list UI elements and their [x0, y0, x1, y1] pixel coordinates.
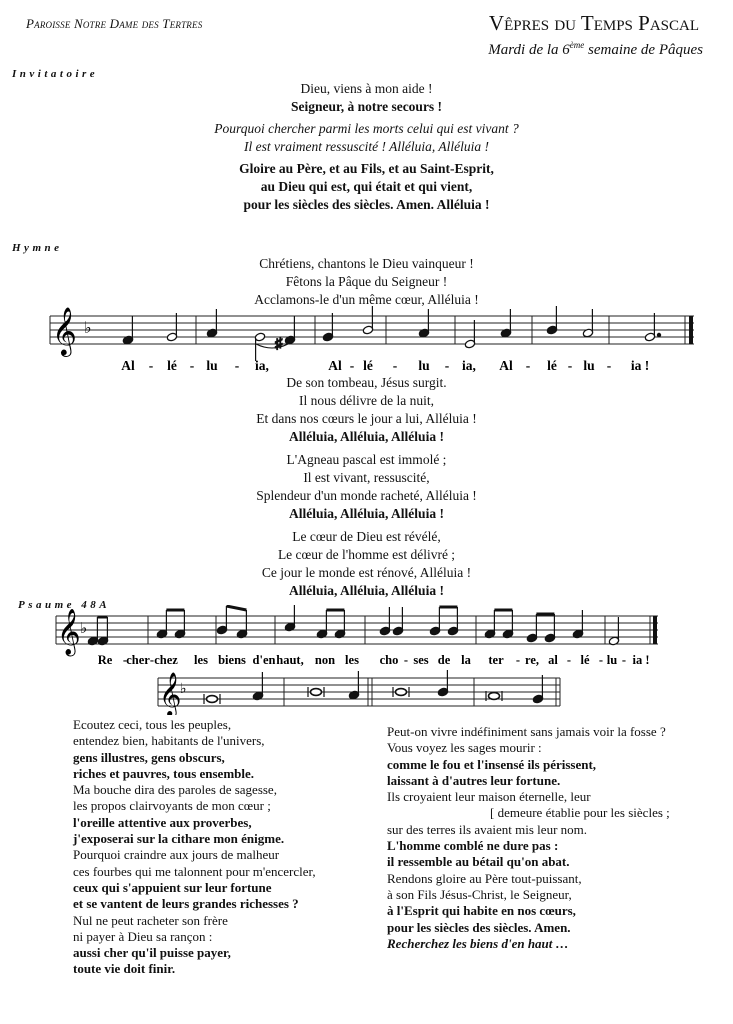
lyric-syllable: -: [515, 653, 521, 667]
page-subtitle: [488, 40, 703, 59]
lyric-syllable: al: [548, 653, 558, 667]
breve-note: [396, 689, 407, 696]
psalm-verse: à son Fils Jésus-Christ, le Seigneur,: [387, 886, 572, 902]
section-psaume: Psaume 48A: [18, 599, 111, 611]
lyric-syllable: -: [149, 653, 155, 667]
beam: [226, 606, 246, 610]
lyric-syllable: lé: [167, 358, 177, 373]
lyric-syllable: -: [444, 358, 450, 373]
lyric-syllable: ia,: [255, 358, 269, 373]
lyric-syllable: -: [566, 653, 572, 667]
hymne-line: Le cœur de Dieu est révélé,: [292, 529, 441, 544]
psalm-verse: [ demeure établie pour les siècles ;: [490, 805, 670, 821]
page-title: Vêpres du Temps Pascal: [488, 11, 699, 35]
inv-line: Seigneur, à notre secours !: [290, 99, 443, 114]
psalm-right-column: [387, 724, 670, 952]
lyric-syllable: ses: [413, 653, 429, 667]
psalm-left-column: [73, 717, 316, 978]
lyric-syllable: lu: [206, 358, 218, 373]
invitatoire-text: [0, 80, 733, 214]
lyric-syllable: -: [392, 358, 398, 373]
lyric-syllable: cher: [126, 653, 150, 667]
treble-clef-icon: 𝄞: [52, 309, 77, 355]
hymne-line: Et dans nos cœurs le jour a lui, Alléluia !: [256, 411, 477, 426]
antienne-staff: [0, 605, 733, 671]
hymne-line: Acclamons-le d'un même cœur, Alléluia !: [254, 292, 479, 307]
hymne-line: Il nous délivre de la nuit,: [299, 393, 434, 408]
hymne-staff: [0, 300, 733, 375]
lyric-syllable: -: [598, 653, 604, 667]
lyric-syllable: ia !: [630, 358, 650, 373]
hymne-line: Chrétiens, chantons le Dieu vainqueur !: [259, 256, 474, 271]
lyric-syllable: de: [437, 653, 451, 667]
lyric-syllable: haut,: [276, 653, 304, 667]
lyric-syllable: lé: [580, 653, 590, 667]
psalm-verse: ceux qui s'appuient sur leur fortune: [73, 879, 272, 895]
dot: [657, 333, 660, 336]
psalm-verse: à l'Esprit qui habite en nos cœurs,: [387, 903, 576, 919]
breve-note: [489, 693, 500, 700]
treble-clef-icon: 𝄞: [57, 609, 81, 654]
sharp-icon: ♯: [275, 336, 283, 352]
lyric-syllable: -: [403, 653, 409, 667]
hymne-stanza-1: [0, 374, 733, 446]
lyric-syllable: -: [567, 358, 573, 373]
psalm-verse: ni payer à Dieu sa rançon :: [73, 928, 213, 944]
inv-line: Il est vraiment ressuscité ! Alléluia, Alléluia !: [244, 139, 489, 154]
lyric-syllable: -: [621, 653, 627, 667]
psalm-verse: Recherchez les biens d'en haut …: [387, 935, 569, 951]
inv-line: Dieu, viens à mon aide !: [300, 81, 433, 96]
hymne-line: Le cœur de l'homme est délivré ;: [277, 547, 456, 562]
psalm-verse: aussi cher qu'il puisse payer,: [73, 945, 231, 961]
lyric-syllable: cho: [379, 653, 399, 667]
lyric-syllable: ia !: [632, 653, 650, 667]
lyric-syllable: lu: [606, 653, 618, 667]
hymne-line: Ce jour le monde est rénové, Alléluia !: [261, 565, 472, 580]
lyric-syllable: lé: [363, 358, 373, 373]
psalm-verse: Vous voyez les sages mourir :: [387, 740, 542, 756]
hymne-line: L'Agneau pascal est immolé ;: [286, 452, 447, 467]
lyric-syllable: -: [525, 358, 531, 373]
psalm-verse: Ma bouche dira des paroles de sagesse,: [73, 782, 277, 798]
psalm-verse: gens illustres, gens obscurs,: [73, 749, 225, 765]
psalm-verse: les propos clairvoyants de mon cœur ;: [73, 798, 271, 814]
inv-line: pour les siècles des siècles. Amen. Alléluia !: [243, 197, 490, 212]
hymne-line: De son tombeau, Jésus surgit.: [286, 375, 447, 390]
section-invitatoire: Invitatoire: [12, 68, 99, 80]
slur: [256, 344, 288, 348]
lyric-syllable: lu: [583, 358, 595, 373]
lyric-syllable: -: [122, 653, 128, 667]
hymne-stanza-3: [0, 528, 733, 600]
treble-clef-icon: 𝄞: [159, 674, 182, 715]
lyric-syllable: -: [189, 358, 195, 373]
psalm-verse: Pourquoi craindre aux jours de malheur: [73, 847, 280, 863]
inv-line: Gloire au Père, et au Fils, et au Saint-Esprit,: [239, 161, 494, 176]
psalm-verse: l'oreille attentive aux proverbes,: [73, 814, 252, 830]
lyric-syllable: -: [349, 358, 355, 373]
lyric-syllable: lu: [418, 358, 430, 373]
breve-note: [311, 689, 322, 696]
psalm-verse: Ils croyaient leur maison éternelle, leur: [387, 789, 591, 805]
lyric-syllable: lé: [547, 358, 557, 373]
hymne-stanza-2: [0, 451, 733, 523]
lyric-syllable: -: [606, 358, 612, 373]
subtitle-pre: Mardi de la 6: [488, 42, 570, 58]
inv-line: Pourquoi chercher parmi les morts celui qui est vivant ?: [214, 121, 519, 136]
hymne-line: Fêtons la Pâque du Seigneur !: [285, 274, 448, 289]
hymne-refrain: Alléluia, Alléluia, Alléluia !: [289, 583, 444, 598]
lyric-syllable: les: [194, 653, 208, 667]
hymne-line: Il est vivant, ressuscité,: [303, 470, 430, 485]
lyric-syllable: non: [314, 653, 336, 667]
lyric-syllable: -: [148, 358, 154, 373]
psalm-verse: pour les siècles des siècles. Amen.: [387, 919, 571, 935]
hymne-refrain: Alléluia, Alléluia, Alléluia !: [289, 429, 444, 444]
lyric-syllable: la: [461, 653, 471, 667]
psalm-verse: Rendons gloire au Père tout-puissant,: [387, 870, 582, 886]
lyric-syllable: Al: [328, 358, 342, 373]
breve-note: [207, 696, 218, 703]
flat-icon: ♭: [180, 682, 187, 697]
psalm-verse: Peut-on vivre indéfiniment sans jamais voir la fosse ?: [387, 724, 666, 739]
hymne-line: Splendeur d'un monde racheté, Alléluia !: [256, 488, 477, 503]
psalm-verse: j'exposerai sur la cithare mon énigme.: [73, 831, 285, 847]
psalm-verse: Nul ne peut racheter son frère: [73, 912, 228, 928]
lyric-syllable: d'en: [252, 653, 276, 667]
lyric-syllable: les: [345, 653, 359, 667]
hymne-refrain: Alléluia, Alléluia, Alléluia !: [289, 506, 444, 521]
psalm-verse: comme le fou et l'insensé ils périssent,: [387, 756, 597, 772]
lyric-syllable: Al: [499, 358, 513, 373]
psalm-verse: sur des terres ils avaient mis leur nom.: [387, 821, 588, 837]
psalm-verse: toute vie doit finir.: [73, 961, 176, 977]
psalm-verse: Ecoutez ceci, tous les peuples,: [73, 717, 232, 732]
psalm-verse: ces fourbes qui me talonnent pour m'encercler,: [73, 863, 316, 879]
lyric-syllable: chez: [154, 653, 178, 667]
subtitle-post: semaine de Pâques: [584, 42, 703, 58]
psalm-verse: et se vantent de leurs grandes richesses ?: [73, 896, 299, 912]
flat-icon: ♭: [84, 320, 92, 337]
psalm-verse: riches et pauvres, tous ensemble.: [73, 765, 255, 781]
lyric-syllable: biens: [218, 653, 246, 667]
lyric-syllable: Re: [97, 653, 113, 667]
lyric-syllable: ia,: [462, 358, 476, 373]
lyric-syllable: re,: [525, 653, 539, 667]
psalm-verse: L'homme comblé ne dure pas :: [387, 838, 559, 854]
lyric-syllable: -: [234, 358, 240, 373]
inv-line: au Dieu qui est, qui était et qui vient,: [260, 179, 473, 194]
psalm-tone-staff: [0, 670, 733, 715]
subtitle-sup: ème: [569, 40, 585, 50]
section-hymne: Hymne: [12, 242, 63, 254]
parish-name: Paroisse Notre Dame des Tertres: [26, 16, 203, 31]
psalm-verse: entendez bien, habitants de l'univers,: [73, 733, 265, 749]
flat-icon: ♭: [80, 621, 88, 637]
lyric-syllable: Al: [121, 358, 135, 373]
psalm-verse: laissant à d'autres leur fortune.: [387, 772, 561, 788]
lyric-syllable: ter: [488, 653, 504, 667]
psalm-verse: il ressemble au bétail qu'on abat.: [387, 854, 570, 870]
